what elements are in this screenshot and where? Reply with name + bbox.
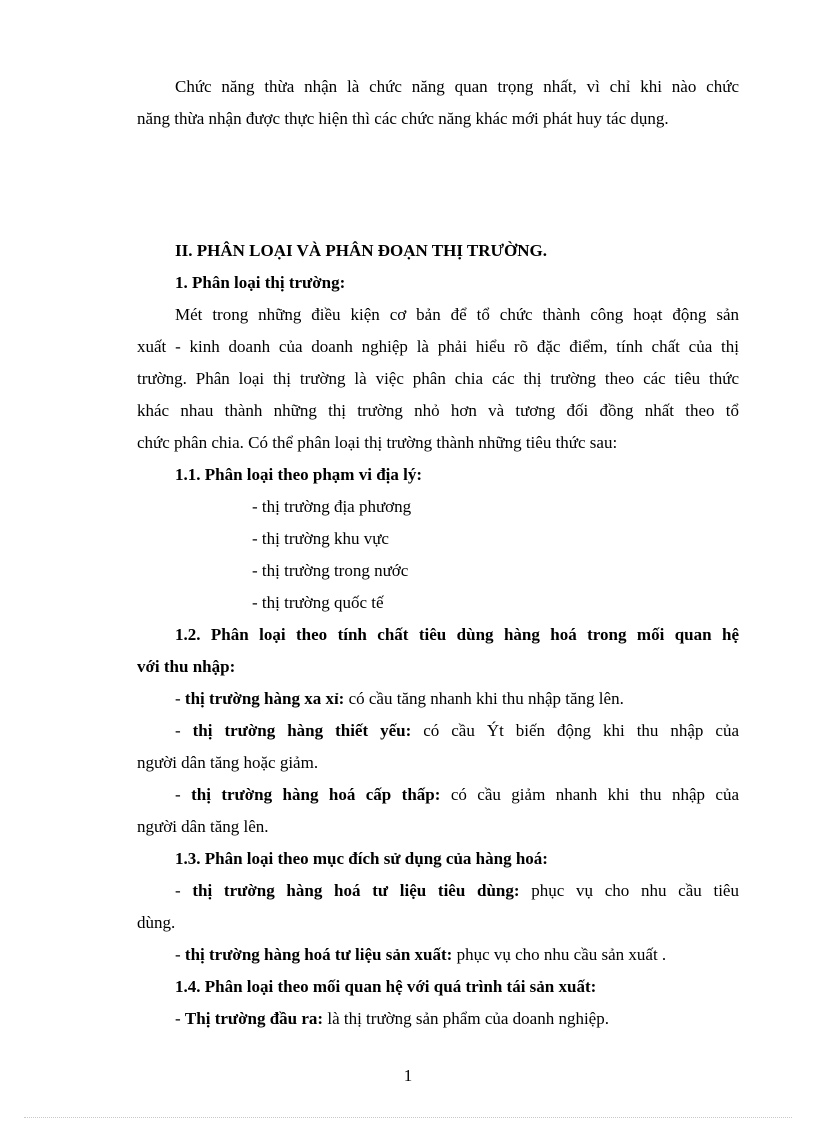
dash: - — [175, 1009, 185, 1028]
para1-line-1: Mét trong những điều kiện cơ bản để tổ chức thành công hoạt động sản — [175, 305, 739, 324]
item-luxury-text: có cầu tăng nhanh khi thu nhập tăng lên. — [344, 689, 624, 708]
item-consumer-cont: dùng. — [137, 913, 176, 932]
footer-divider — [24, 1117, 792, 1118]
item-output-text: là thị trường sản phẩm của doanh nghiệp. — [323, 1009, 609, 1028]
list-item: - thị trường khu vực — [252, 529, 389, 548]
intro-line-2: năng thừa nhận được thực hiện thì các chức năng khác mới phát huy tác dụng. — [137, 109, 669, 128]
dash: - — [175, 721, 193, 740]
heading-1-4: 1.4. Phân loại theo mối quan hệ với quá trình tái sản xuất: — [175, 977, 597, 996]
item-production-text: phục vụ cho nhu cầu sản xuất . — [452, 945, 667, 964]
section-title: II. PHÂN LOẠI VÀ PHÂN ĐOẠN THỊ TRƯỜNG. — [175, 241, 547, 260]
heading-1-1: 1.1. Phân loại theo phạm vi địa lý: — [175, 465, 423, 484]
item-consumer-text: phục vụ cho nhu cầu tiêu — [519, 881, 739, 900]
item-output-term: Thị trường đầu ra: — [184, 1009, 324, 1028]
page-number: 1 — [403, 1066, 413, 1085]
heading-1-2-line-1: 1.2. Phân loại theo tính chất tiêu dùng hàng hoá trong mối quan hệ — [175, 625, 739, 644]
intro-line-1: Chức năng thừa nhận là chức năng quan trọng nhất, vì chỉ khi nào chức — [175, 77, 739, 96]
dash: - — [175, 785, 192, 804]
page-content — [137, 71, 739, 1035]
list-item: - thị trường địa phương — [252, 497, 412, 516]
item-luxury-term: thị trường hàng xa xỉ: — [184, 689, 345, 708]
spacer — [137, 135, 739, 235]
item-consumer — [137, 875, 739, 907]
dash: - — [175, 689, 185, 708]
item-essential-cont: người dân tăng hoặc giảm. — [137, 753, 319, 772]
item-inferior — [137, 779, 739, 811]
para1-line-5: chức phân chia. Có thể phân loại thị trường thành những tiêu thức sau: — [137, 433, 618, 452]
item-essential-text: có cầu Ýt biến động khi thu nhập của — [411, 721, 739, 740]
dash: - — [175, 945, 185, 964]
item-inferior-cont: người dân tăng lên. — [137, 817, 269, 836]
para1-line-2: xuất - kinh doanh của doanh nghiệp là phải hiểu rõ đặc điểm, tính chất của thị — [137, 337, 739, 356]
item-essential-term: thị trường hàng thiết yếu: — [192, 721, 412, 740]
heading-1-2-line-2: với thu nhập: — [137, 657, 236, 676]
list-item: - thị trường trong nước — [252, 561, 409, 580]
item-production-term: thị trường hàng hoá tư liệu sản xuất: — [184, 945, 453, 964]
item-inferior-text: có cầu giảm nhanh khi thu nhập của — [440, 785, 740, 804]
para1-line-3: trường. Phân loại thị trường là việc phân chia các thị trường theo các tiêu thức — [137, 369, 739, 388]
subsection-title-1: 1. Phân loại thị trường: — [175, 273, 346, 292]
heading-1-3: 1.3. Phân loại theo mục đích sử dụng của hàng hoá: — [175, 849, 548, 868]
item-inferior-term: thị trường hàng hoá cấp thấp: — [191, 785, 441, 804]
dash: - — [175, 881, 193, 900]
item-luxury — [137, 683, 739, 715]
item-production — [137, 939, 739, 971]
item-essential — [137, 715, 739, 747]
para1-line-4: khác nhau thành những thị trường nhỏ hơn và tương đối đồng nhất theo tổ — [137, 401, 739, 420]
list-item: - thị trường quốc tế — [252, 593, 384, 612]
item-output — [137, 1003, 739, 1035]
item-consumer-term: thị trường hàng hoá tư liệu tiêu dùng: — [192, 881, 520, 900]
